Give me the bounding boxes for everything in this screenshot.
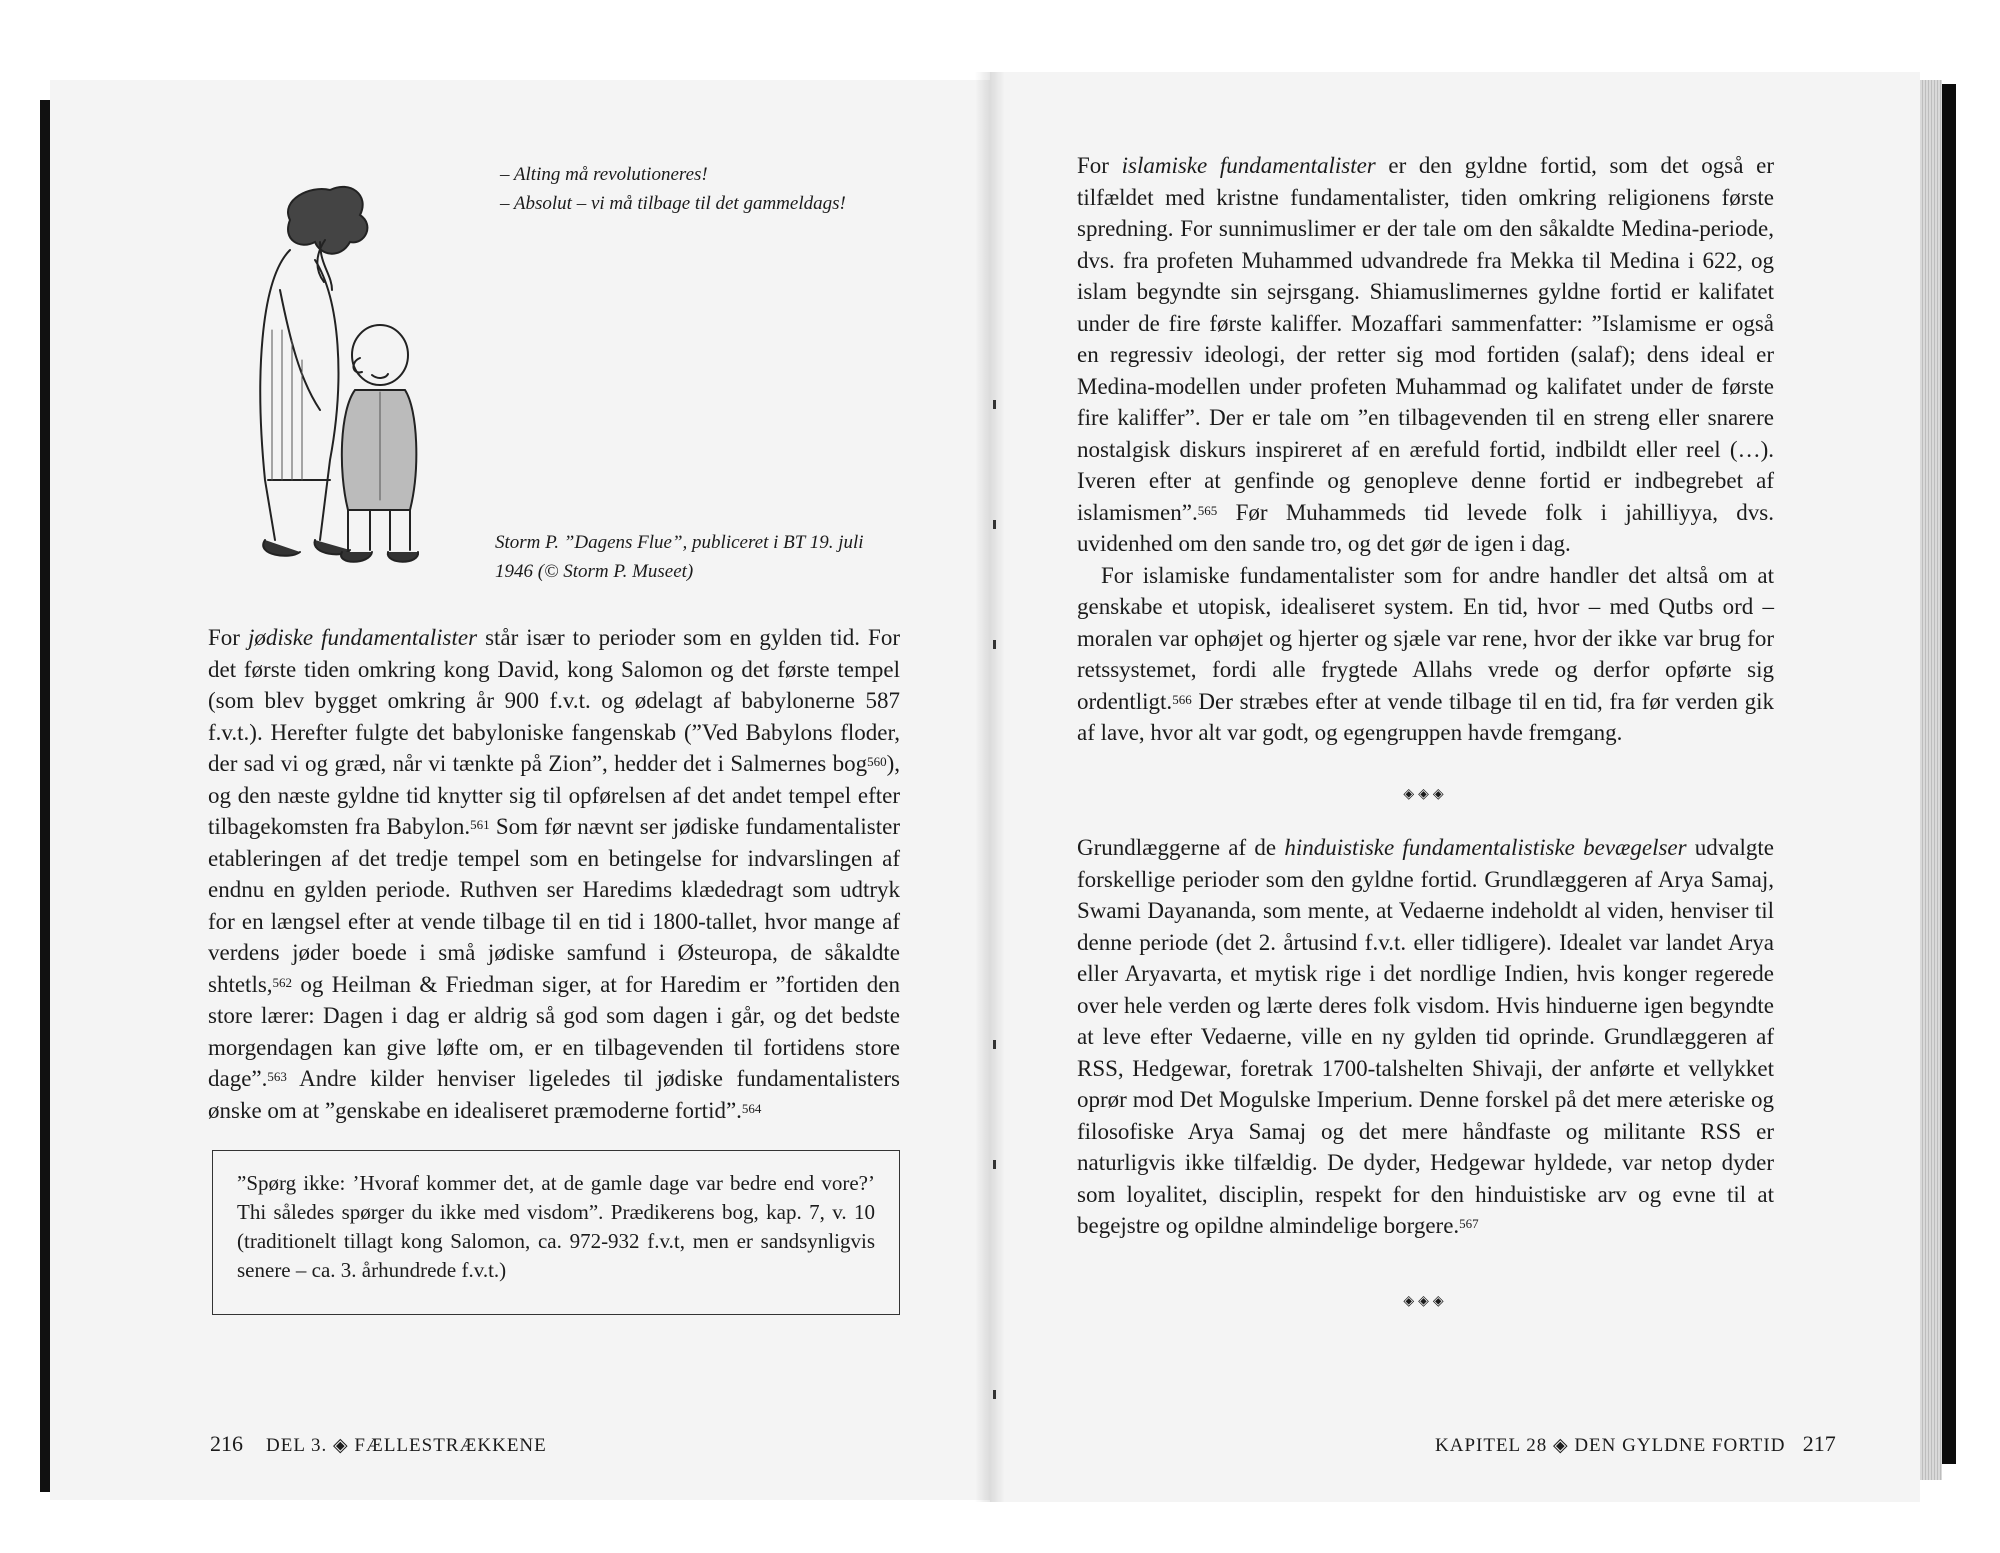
section-break-2 [1077,1282,1774,1318]
text-run: er den gyldne fortid, som det også er tilfældet med kristne fundamentalister, tiden omkring religionens første spredning. For sunnimuslimer er der tale om den såkaldte Medina-periode, dvs. fra profeten Muhammed udvandrede fra Mekka til Medina i 622, og islam begyndte sin sejrsgang. Shiamuslimernes gyldne fortid er kalifatet under de fire første kaliffer. Mozaffari sammenfatter: ”Islamisme er også en regressiv ideologi, der retter sig mod fortiden (salaf); dens ideal er Medina-modellen under profeten Muhammad og kalifatet under de første fire kaliffer”. Der er tale om ”en tilbagevenden til en streng eller snarere nostalgisk diskurs inspireret af en ærefuld fortid, indbildt eller reel (…). Iveren efter at genfinde og genopleve denne fortid er indbegrebet af islamismen”. [1077,153,1774,525]
text-run: Som før nævnt ser jødiske fundamentalister etableringen af det tredje tempel som en betingelse for indvarslingen af endnu en gylden periode. Ruthven ser Haredims klædedragt som udtryk for en længsel efter at vende tilbage til en tid i 1800-tallet, hvor mange af verdens jøder boede i små jødiske samfund i Østeuropa, de såkaldte shtetls, [208,814,900,997]
footer-part: DEL 3. [266,1435,328,1456]
cartoon-caption-line-1: Storm P. ”Dagens Flue”, publiceret i BT 19. juli [495,532,864,553]
left-footer [210,1431,547,1457]
footnote-ref[interactable]: 566 [1172,691,1192,707]
page-number: 216 [210,1431,243,1456]
page-edges [1920,80,1942,1480]
left-body-text [208,622,900,1126]
text-run: og Heilman & Friedman siger, at for Haredim er ”fortiden den store lærer: Dagen i dag er aldrig så god som dagen i går, og det bedste morgendagen kan give løfte om, er en tilbagevenden til fortidens store dage”. [208,971,900,1091]
text-run: For islamiske fundamentalister som for andre handler det altså om at genskabe et utopisk, idealiseret system. En tid, hvor – med Qutbs ord – moralen var ophøjet og hjerter og sjæle var rene, hvor der ikke var brug for retssystemet, fordi alle frygtede Allahs vrede og derfor opførte sig ordentligt. [1077,562,1774,714]
cartoon-illustration [220,180,460,580]
emphasis: islamiske fundamentalister [1121,153,1376,178]
text-run: For [208,625,248,650]
footnote-ref[interactable]: 563 [267,1069,287,1084]
cartoon-quote-line-1: – Alting må revolutioneres! [500,164,708,185]
margin-tick [993,1040,996,1049]
book-gutter [975,72,1005,1502]
cartoon-caption [495,528,925,586]
footer-chapter: KAPITEL 28 [1435,1435,1548,1456]
text-run: står især to perioder som en gylden tid. For det første tiden omkring kong David, kong Salomon og det første tempel (som blev bygget omkring år 900 f.v.t. og ødelagt af babylonerne 587 f.v.t.). Herefter fulgte det babyloniske fangenskab (”Ved Babylons floder, der sad vi og græd, når vi tænkte på Zion”, hedder det i Salmernes bog [208,625,900,776]
footnote-ref[interactable]: 564 [741,1100,762,1116]
right-paragraph-3 [1077,832,1774,1242]
right-body-text [1077,150,1774,1317]
margin-tick [993,640,996,649]
diamond-icon: ◈ [332,1435,349,1456]
text-run: For [1077,153,1122,178]
diamond-icon: ◈ [1552,1435,1569,1456]
left-paragraph-1 [208,622,900,1126]
ornament-diamonds-icon: ◈◈◈ [1403,1293,1448,1309]
right-footer [1435,1431,1836,1457]
footnote-ref[interactable]: 565 [1197,502,1218,518]
cartoon-caption-line-2: 1946 (© Storm P. Museet) [495,561,694,582]
page-number: 217 [1802,1431,1836,1456]
text-run: Der stræbes efter at vende tilbage til en tid, fra før verden gik af lave, hvor alt var godt, og egengruppen havde fremgang. [1077,688,1774,745]
quote-box [212,1150,900,1315]
footer-title: DEN GYLDNE FORTID [1574,1435,1786,1456]
footnote-ref[interactable]: 562 [272,974,293,990]
margin-tick [993,1160,996,1169]
text-run: ), og den næste gyldne tid knytter sig til opførelsen af det andet tempel efter tilbagekomsten fra Babylon. [208,751,900,839]
text-run: udvalgte forskellige perioder som den gyldne fortid. Grundlæggeren af Arya Samaj, Swami Dayananda, som mente, at Vedaerne indeholdt al viden, henviser til denne periode (det 2. årtusind f.v.t. eller tidligere). Idealet var landet Arya eller Aryavarta, et mytisk rige i det nordlige Indien, hvis konger regerede over hele verden og lærte deres folk visdom. Hvis hinduerne igen begyndte at leve efter Vedaerne, ville en ny gylden tid oprinde. Grundlæggeren af RSS, Hedgewar, foretrak 1700-talshelten Shivaji, der anførte et vellykket oprør mod Det Mogulske Imperium. Denne forskel på det mere æteriske og filosofiske Arya Samaj og det mere håndfaste og militante RSS er naturligvis ikke tilfældig. De dyder, Hedgewar hyldede, var netop dyder som loyalitet, disciplin, respekt for den hinduistiske arv og evne til at begejstre og opildne almindelige borgere. [1077,835,1774,1238]
cartoon-quote-line-2: – Absolut – vi må tilbage til det gammeldags! [500,193,846,214]
footer-section: FÆLLESTRÆKKENE [354,1435,547,1456]
text-run: Før Muhammeds tid levede folk i jahilliyya, dvs. uvidenhed om den sande tro, og det gør de igen i dag. [1077,499,1774,556]
footnote-ref[interactable]: 561 [470,817,490,832]
text-run: Grundlæggerne af de [1077,835,1285,860]
footnote-ref[interactable]: 567 [1459,1216,1479,1231]
section-break [1077,775,1774,811]
emphasis: jødiske fundamentalister [247,625,478,650]
margin-tick [993,520,996,529]
text-run: Andre kilder henviser ligeledes til jødiske fundamentalisters ønske om at ”genskabe en idealiseret præmoderne fortid”. [208,1066,900,1123]
cartoon-dialogue [500,160,960,218]
book-cover-edge-left [40,100,50,1492]
right-paragraph-2 [1077,560,1774,749]
book-cover-edge-right [1942,84,1956,1464]
quote-box-text: ”Spørg ikke: ’Hvoraf kommer det, at de gamle dage var bedre end vore?’ Thi således spørger du ikke med visdom”. Prædikerens bog, kap. 7, v. 10 (traditionelt tillagt kong Salomon, ca. 972-932 f.v.t, men er sandsynligvis senere – ca. 3. århundrede f.v.t.) [237,1171,875,1282]
emphasis: hinduistiske fundamentalistiske bevægelser [1284,835,1687,860]
margin-tick [993,1390,996,1399]
footnote-ref[interactable]: 560 [867,754,887,769]
margin-tick [993,400,996,409]
ornament-diamonds-icon: ◈◈◈ [1403,786,1448,802]
right-paragraph-1 [1077,150,1774,560]
